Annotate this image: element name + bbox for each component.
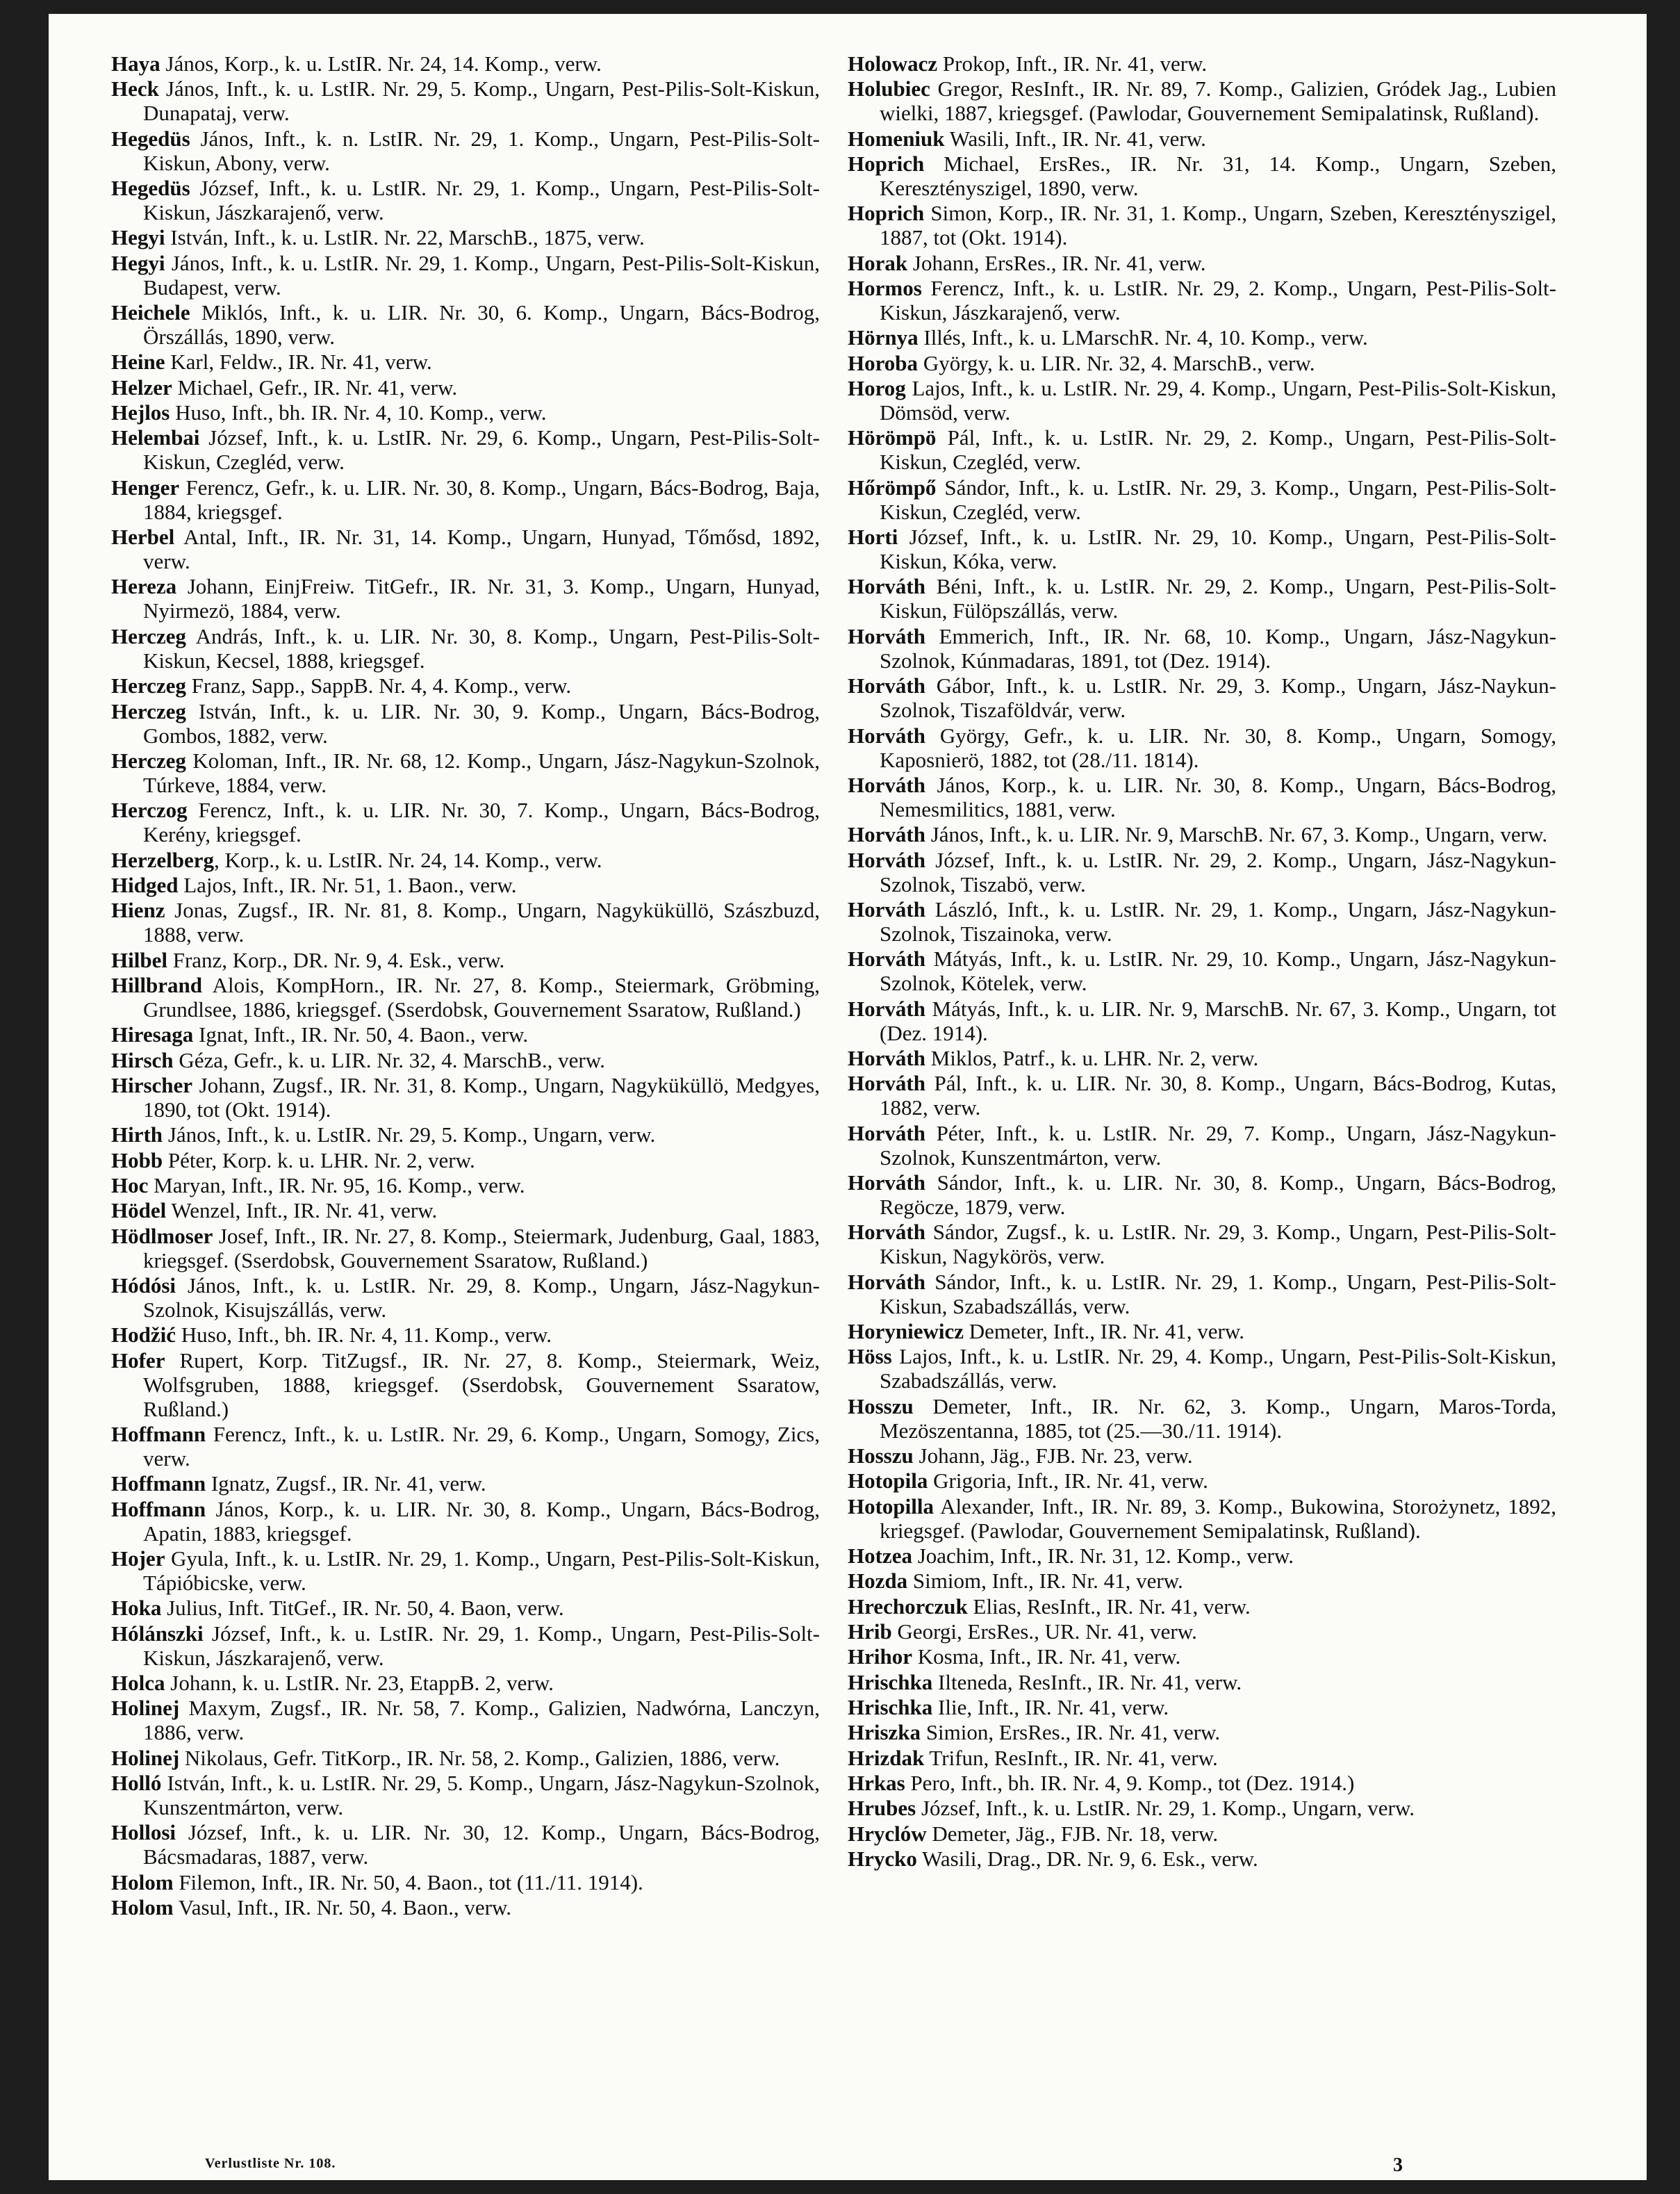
entry-surname: Hidged: [111, 872, 179, 897]
list-entry: [111, 475, 820, 524]
entry-surname: Horváth: [848, 897, 925, 922]
list-entry: [111, 1273, 820, 1322]
entry-details: Miklos, Patrf., k. u. LHR. Nr. 2, verw.: [925, 1045, 1259, 1070]
entry-details: Michael, ErsRes., IR. Nr. 31, 14. Komp., Ungarn, Szeben, Keresztényszigel, 1890, verw.: [880, 152, 1556, 201]
entry-surname: Horváth: [848, 847, 925, 872]
entry-details: György, k. u. LIR. Nr. 32, 4. MarschB., verw.: [918, 350, 1315, 375]
list-entry: [848, 848, 1556, 897]
list-entry: [848, 1544, 1556, 1568]
list-entry: [848, 1771, 1556, 1795]
list-entry: [111, 400, 820, 425]
entry-details: András, Inft., k. u. LIR. Nr. 30, 8. Komp., Ungarn, Pest-Pilis-Solt-Kiskun, Kecsel, 1888, kriegsgef.: [143, 623, 820, 673]
entry-surname: Holowacz: [848, 51, 938, 76]
entry-details: János, Inft., k. n. LstIR. Nr. 29, 1. Komp., Ungarn, Pest-Pilis-Solt-Kiskun, Abony, verw.: [143, 126, 820, 175]
list-entry: [848, 525, 1556, 573]
entry-details: Johann, ErsRes., IR. Nr. 41, verw.: [907, 250, 1206, 275]
list-entry: [111, 1895, 820, 1919]
list-entry: [848, 1220, 1556, 1268]
entry-surname: Horváth: [848, 723, 925, 748]
entry-details: Pero, Inft., bh. IR. Nr. 4, 9. Komp., tot (Dez. 1914.): [905, 1771, 1355, 1796]
list-entry: [111, 699, 820, 748]
entry-surname: Hrkas: [848, 1771, 905, 1796]
entry-details: Demeter, Inft., IR. Nr. 41, verw.: [964, 1318, 1244, 1343]
list-entry: [848, 1344, 1556, 1393]
list-entry: [848, 624, 1556, 673]
list-entry: [848, 1394, 1556, 1443]
entry-details: Ilie, Inft., IR. Nr. 41, verw.: [932, 1695, 1169, 1720]
entry-details: Trifun, ResInft., IR. Nr. 41, verw.: [924, 1745, 1218, 1770]
list-entry: [848, 574, 1556, 623]
entry-details: József, Inft., k. u. LstIR. Nr. 29, 10. Komp., Ungarn, Pest-Pilis-Solt-Kiskun, Kóka, verw.: [880, 525, 1556, 574]
entry-details: Maxym, Zugsf., IR. Nr. 58, 7. Komp., Galizien, Nadwórna, Lanczyn, 1886, verw.: [143, 1696, 820, 1745]
entry-surname: Horváth: [848, 1120, 925, 1145]
list-entry: [848, 1468, 1556, 1493]
entry-details: Ignatz, Zugsf., IR. Nr. 41, verw.: [206, 1471, 486, 1496]
list-entry: [111, 898, 820, 947]
entry-details: Demeter, Jäg., FJB. Nr. 18, verw.: [926, 1821, 1219, 1846]
list-entry: [111, 574, 820, 623]
list-entry: [111, 1173, 820, 1197]
list-entry: [848, 1796, 1556, 1820]
entry-surname: Hollosi: [111, 1820, 176, 1845]
entry-details: József, Inft., k. u. LstIR. Nr. 29, 2. Komp., Ungarn, Jász-Nagykun-Szolnok, Tiszabö, verw.: [880, 847, 1556, 897]
entry-details: Sándor, Inft., k. u. LstIR. Nr. 29, 3. Komp., Ungarn, Pest-Pilis-Solt-Kiskun, Czegléd, verw.: [880, 475, 1556, 524]
list-entry: [111, 1148, 820, 1172]
entry-surname: Horyniewicz: [848, 1318, 964, 1343]
entry-surname: Holom: [111, 1895, 174, 1920]
entry-details: Wasili, Inft., IR. Nr. 41, verw.: [944, 126, 1206, 151]
entry-surname: Horváth: [848, 574, 925, 599]
list-entry: [848, 1319, 1556, 1343]
entry-details: Filemon, Inft., IR. Nr. 50, 4. Baon., tot (11./11. 1914).: [173, 1869, 643, 1894]
list-entry: [111, 176, 820, 224]
entry-surname: Hryclów: [848, 1821, 927, 1846]
entry-details: Ferencz, Inft., k. u. LstIR. Nr. 29, 2. Komp., Ungarn, Pest-Pilis-Solt-Kiskun, Jászkarajenő, verw.: [880, 276, 1556, 325]
list-entry: [111, 350, 820, 374]
entry-surname: Hirth: [111, 1122, 163, 1147]
entry-surname: Horváth: [848, 996, 925, 1021]
entry-surname: Hofer: [111, 1348, 165, 1373]
entry-details: Ignat, Inft., IR. Nr. 50, 4. Baon., verw.: [193, 1022, 529, 1047]
entry-surname: Heichele: [111, 300, 190, 325]
entry-surname: Horak: [848, 250, 908, 275]
entry-surname: Hienz: [111, 898, 165, 923]
entry-surname: Hejlos: [111, 400, 170, 425]
list-entry: [848, 126, 1556, 151]
entry-details: , Korp., k. u. LstIR. Nr. 24, 14. Komp., verw.: [214, 847, 602, 872]
entry-details: Rupert, Korp. TitZugsf., IR. Nr. 27, 8. Komp., Steiermark, Weiz, Wolfsgruben, 1888, kriegsgef. (Sserdobsk, Gouvernement Ssaratow, Rußland.): [143, 1348, 820, 1421]
list-entry: [111, 1022, 820, 1047]
list-entry: [848, 76, 1556, 125]
entry-details: Koloman, Inft., IR. Nr. 68, 12. Komp., Ungarn, Jász-Nagykun-Szolnok, Túrkeve, 1884, verw.: [143, 748, 820, 797]
entry-surname: Hödlmoser: [111, 1223, 213, 1248]
entry-surname: Horoba: [848, 350, 919, 375]
entry-details: János, Inft., k. u. LstIR. Nr. 29, 5. Komp., Ungarn, Pest-Pilis-Solt-Kiskun, Dunapataj, verw.: [143, 76, 820, 126]
entry-surname: Hotopila: [848, 1468, 928, 1493]
list-entry: [111, 51, 820, 76]
entry-details: Antal, Inft., IR. Nr. 31, 14. Komp., Ungarn, Hunyad, Tőmősd, 1892, verw.: [143, 525, 820, 574]
entry-surname: Helembai: [111, 425, 200, 450]
list-entry: [848, 1746, 1556, 1770]
entry-details: Franz, Sapp., SappB. Nr. 4, 4. Komp., verw.: [186, 673, 572, 698]
list-entry: [848, 152, 1556, 200]
list-entry: [848, 276, 1556, 325]
entry-surname: Hödel: [111, 1198, 167, 1223]
entry-details: János, Korp., k. u. LstIR. Nr. 24, 14. Komp., verw.: [160, 51, 602, 76]
entry-surname: Hegedüs: [111, 176, 190, 201]
entry-details: Maryan, Inft., IR. Nr. 95, 16. Komp., verw.: [148, 1172, 525, 1197]
entry-details: Franz, Korp., DR. Nr. 9, 4. Esk., verw.: [167, 947, 505, 972]
entry-surname: Holubiec: [848, 76, 930, 101]
entry-details: Ferencz, Inft., k. u. LIR. Nr. 30, 7. Komp., Ungarn, Bács-Bodrog, Kerény, kriegsgef.: [143, 798, 820, 847]
list-entry: [111, 1696, 820, 1744]
list-entry: [111, 1348, 820, 1421]
entry-details: János, Inft., k. u. LstIR. Nr. 29, 1. Komp., Ungarn, Pest-Pilis-Solt-Kiskun, Budapest, verw.: [143, 250, 820, 300]
list-entry: [111, 1048, 820, 1072]
entry-surname: Horváth: [848, 1220, 925, 1245]
entry-surname: Horog: [848, 376, 906, 401]
list-label: Verlustliste Nr. 108.: [205, 2156, 336, 2171]
entry-details: Alois, KompHorn., IR. Nr. 27, 8. Komp., Steiermark, Gröbming, Grundlsee, 1886, kriegsgef. (Sserdobsk, Gouvernement Ssaratow, Rußland.): [143, 972, 820, 1022]
entry-details: Georgi, ErsRes., UR. Nr. 41, verw.: [891, 1619, 1197, 1644]
entry-surname: Herczeg: [111, 673, 186, 698]
entry-details: Johann, EinjFreiw. TitGefr., IR. Nr. 31, 3. Komp., Ungarn, Hunyad, Nyirmezö, 1884, verw.: [143, 574, 820, 623]
entry-details: Nikolaus, Gefr. TitKorp., IR. Nr. 58, 2. Komp., Galizien, 1886, verw.: [179, 1745, 780, 1770]
entry-surname: Holom: [111, 1869, 174, 1894]
entry-surname: Horváth: [848, 1170, 925, 1195]
entry-surname: Hosszu: [848, 1393, 914, 1418]
entry-details: Vasul, Inft., IR. Nr. 50, 4. Baon., verw.: [173, 1895, 512, 1920]
entry-surname: Hrechorczuk: [848, 1594, 968, 1619]
list-entry: [111, 1323, 820, 1347]
entry-details: János, Inft., k. u. LstIR. Nr. 29, 5. Komp., Ungarn, verw.: [163, 1122, 656, 1147]
entry-details: Péter, Inft., k. u. LstIR. Nr. 29, 7. Komp., Ungarn, Jász-Nagykun-Szolnok, Kunszentmárton, verw.: [880, 1120, 1556, 1170]
entry-details: Géza, Gefr., k. u. LIR. Nr. 32, 4. MarschB., verw.: [173, 1047, 605, 1072]
entry-details: Lajos, Inft., k. u. LstIR. Nr. 29, 4. Komp., Ungarn, Pest-Pilis-Solt-Kiskun, Szabadszállás, verw.: [880, 1344, 1556, 1393]
page-number: 3: [1393, 2154, 1403, 2176]
right-column: [848, 51, 1556, 1921]
entry-surname: Homeniuk: [848, 126, 945, 151]
entry-surname: Heine: [111, 350, 165, 375]
entry-surname: Hereza: [111, 574, 177, 599]
entry-surname: Horti: [848, 525, 898, 550]
entry-details: Ferencz, Inft., k. u. LstIR. Nr. 29, 6. Komp., Ungarn, Somogy, Zics, verw.: [143, 1422, 820, 1471]
entry-surname: Hormos: [848, 276, 922, 301]
entry-surname: Hoffmann: [111, 1496, 206, 1521]
entry-details: József, Inft., k. u. LstIR. Nr. 29, 1. Komp., Ungarn, verw.: [916, 1796, 1415, 1821]
entry-details: Gyula, Inft., k. u. LstIR. Nr. 29, 1. Komp., Ungarn, Pest-Pilis-Solt-Kiskun, Tápióbicske, verw.: [143, 1546, 820, 1596]
list-entry: [848, 1720, 1556, 1744]
entry-surname: Hrizdak: [848, 1745, 925, 1770]
entry-details: Josef, Inft., IR. Nr. 27, 8. Komp., Steiermark, Judenburg, Gaal, 1883, kriegsgef. (Sserdobsk, Gouvernement Ssaratow, Rußland.): [143, 1223, 820, 1272]
entry-surname: Hőrömpő: [848, 475, 937, 500]
list-entry: [848, 51, 1556, 76]
entry-surname: Hegedüs: [111, 126, 190, 151]
list-entry: [111, 251, 820, 300]
entry-surname: Hirsch: [111, 1047, 174, 1072]
entry-details: Prokop, Inft., IR. Nr. 41, verw.: [937, 51, 1208, 76]
list-entry: [848, 997, 1556, 1045]
list-entry: [848, 475, 1556, 524]
entry-surname: Hörömpö: [848, 425, 937, 450]
entry-details: Mátyás, Inft., k. u. LIR. Nr. 9, MarschB. Nr. 67, 3. Komp., Ungarn, tot (Dez. 1914).: [880, 996, 1556, 1045]
entry-surname: Hoffmann: [111, 1422, 206, 1447]
entry-surname: Heck: [111, 76, 159, 101]
list-entry: [111, 525, 820, 573]
list-entry: [848, 351, 1556, 375]
entry-surname: Holca: [111, 1671, 165, 1696]
entry-details: Gregor, ResInft., IR. Nr. 89, 7. Komp., Galizien, Gródek Jag., Lubien wielki, 1887, kriegsgef. (Pawlodar, Gouvernement Semipalatinsk, Rußland).: [880, 76, 1556, 126]
list-entry: [848, 1270, 1556, 1318]
list-entry: [111, 1122, 820, 1147]
entry-details: István, Inft., k. u. LstIR. Nr. 22, MarschB., 1875, verw.: [165, 225, 645, 250]
entry-details: Johann, Zugsf., IR. Nr. 31, 8. Komp., Ungarn, Nagyküküllö, Medgyes, 1890, tot (Okt. 1914).: [143, 1072, 820, 1122]
entry-surname: Horváth: [848, 822, 925, 847]
entry-details: Wasili, Drag., DR. Nr. 9, 6. Esk., verw.: [916, 1847, 1258, 1872]
entry-surname: Henger: [111, 475, 180, 500]
list-entry: [111, 973, 820, 1022]
list-entry: [848, 325, 1556, 350]
entry-surname: Hosszu: [848, 1443, 914, 1468]
entry-surname: Horváth: [848, 1045, 925, 1070]
entry-surname: Holló: [111, 1771, 162, 1796]
entry-details: János, Korp., k. u. LIR. Nr. 30, 8. Komp., Ungarn, Bács-Bodrog, Apatin, 1883, kriegsgef.: [143, 1496, 820, 1546]
columns: [111, 51, 1605, 1921]
list-entry: [111, 1771, 820, 1819]
entry-surname: Hilbel: [111, 947, 167, 972]
entry-surname: Hoprich: [848, 201, 925, 226]
entry-details: Jonas, Zugsf., IR. Nr. 81, 8. Komp., Ungarn, Nagyküküllö, Szászbuzd, 1888, verw.: [143, 898, 820, 947]
entry-details: Karl, Feldw., IR. Nr. 41, verw.: [165, 350, 432, 375]
entry-details: Simon, Korp., IR. Nr. 31, 1. Komp., Ungarn, Szeben, Keresztényszigel, 1887, tot (Okt. 1914).: [880, 201, 1556, 250]
entry-surname: Horváth: [848, 772, 925, 797]
entry-surname: Höss: [848, 1344, 892, 1369]
list-entry: [848, 897, 1556, 946]
entry-details: Alexander, Inft., IR. Nr. 89, 3. Komp., Bukowina, Storożynetz, 1892, kriegsgef. (Pawlodar, Gouvernement Semipalatinsk, Rußland).: [880, 1493, 1556, 1543]
entry-surname: Hiresaga: [111, 1022, 194, 1047]
list-entry: [111, 425, 820, 474]
entry-details: Julius, Inft. TitGef., IR. Nr. 50, 4. Baon, verw.: [161, 1596, 564, 1621]
list-entry: [848, 1821, 1556, 1846]
list-entry: [111, 1596, 820, 1620]
list-entry: [848, 1170, 1556, 1219]
entry-details: Joachim, Inft., IR. Nr. 31, 12. Komp., verw.: [912, 1544, 1294, 1569]
list-entry: [111, 375, 820, 400]
entry-details: Mátyás, Inft., k. u. LstIR. Nr. 29, 10. Komp., Ungarn, Jász-Nagykun-Szolnok, Kötelek, verw.: [880, 947, 1556, 996]
list-entry: [848, 425, 1556, 474]
list-entry: [111, 126, 820, 175]
entry-details: János, Korp., k. u. LIR. Nr. 30, 8. Komp., Ungarn, Bács-Bodrog, Nemesmilitics, 1881, verw.: [880, 772, 1556, 821]
entry-surname: Hoka: [111, 1596, 162, 1621]
entry-surname: Hoffmann: [111, 1471, 206, 1496]
entry-surname: Hobb: [111, 1147, 163, 1172]
list-entry: [111, 1198, 820, 1222]
list-entry: [111, 1073, 820, 1122]
list-entry: [111, 1471, 820, 1496]
entry-surname: Hódósi: [111, 1273, 176, 1297]
entry-details: Wenzel, Inft., IR. Nr. 41, verw.: [166, 1198, 438, 1223]
list-entry: [848, 1443, 1556, 1468]
list-entry: [111, 798, 820, 846]
entry-details: Sándor, Inft., k. u. LIR. Nr. 30, 8. Komp., Ungarn, Bács-Bodrog, Regöcze, 1879, verw.: [880, 1170, 1556, 1219]
entry-details: Johann, Jäg., FJB. Nr. 23, verw.: [913, 1443, 1193, 1468]
list-entry: [111, 1546, 820, 1595]
list-entry: [848, 201, 1556, 249]
list-entry: [111, 1497, 820, 1546]
list-entry: [848, 1594, 1556, 1619]
list-entry: [848, 1670, 1556, 1694]
list-entry: [111, 1746, 820, 1770]
list-entry: [111, 300, 820, 349]
entry-surname: Herczog: [111, 798, 188, 823]
list-entry: [111, 1621, 820, 1670]
entry-surname: Herczeg: [111, 623, 186, 648]
list-entry: [111, 1224, 820, 1272]
entry-details: Pál, Inft., k. u. LstIR. Nr. 29, 2. Komp., Ungarn, Pest-Pilis-Solt-Kiskun, Czegléd, verw.: [880, 425, 1556, 475]
entry-surname: Hoc: [111, 1172, 149, 1197]
entry-surname: Herczeg: [111, 748, 186, 773]
entry-details: József, Inft., k. u. LstIR. Nr. 29, 1. Komp., Ungarn, Pest-Pilis-Solt-Kiskun, Jászkarajenő, verw.: [143, 1621, 820, 1670]
entry-surname: Hodžić: [111, 1323, 176, 1348]
entry-surname: Horváth: [848, 1071, 925, 1096]
list-entry: [111, 673, 820, 698]
entry-surname: Hozda: [848, 1569, 908, 1594]
entry-surname: Herczeg: [111, 698, 186, 723]
entry-details: Simiom, Inft., IR. Nr. 41, verw.: [907, 1569, 1183, 1594]
entry-details: Illés, Inft., k. u. LMarschR. Nr. 4, 10. Komp., verw.: [918, 325, 1368, 350]
entry-surname: Hrycko: [848, 1847, 917, 1872]
list-entry: [848, 673, 1556, 722]
entry-surname: Hriszka: [848, 1720, 921, 1745]
list-entry: [848, 1644, 1556, 1669]
document-page: [49, 14, 1647, 2180]
entry-surname: Hegyi: [111, 250, 165, 275]
entry-details: Huso, Inft., bh. IR. Nr. 4, 10. Komp., verw.: [170, 400, 547, 425]
entry-surname: Hrischka: [848, 1695, 933, 1720]
entry-surname: Haya: [111, 51, 160, 76]
entry-details: Ferencz, Gefr., k. u. LIR. Nr. 30, 8. Komp., Ungarn, Bács-Bodrog, Baja, 1884, kriegsgef.: [143, 475, 820, 524]
list-entry: [111, 1870, 820, 1894]
entry-details: Johann, k. u. LstIR. Nr. 23, EtappB. 2, verw.: [165, 1671, 554, 1696]
list-entry: [111, 848, 820, 872]
entry-details: János, Inft., k. u. LIR. Nr. 9, MarschB. Nr. 67, 3. Komp., Ungarn, verw.: [925, 822, 1548, 847]
list-entry: [111, 76, 820, 125]
entry-details: István, Inft., k. u. LstIR. Nr. 29, 5. Komp., Ungarn, Jász-Nagykun-Szolnok, Kunszentmárton, verw.: [143, 1771, 820, 1820]
entry-details: Péter, Korp. k. u. LHR. Nr. 2, verw.: [163, 1147, 475, 1172]
list-entry: [848, 1071, 1556, 1120]
list-entry: [848, 251, 1556, 275]
list-entry: [111, 624, 820, 673]
list-entry: [111, 1820, 820, 1869]
entry-surname: Hoprich: [848, 152, 925, 177]
entry-details: Lajos, Inft., k. u. LstIR. Nr. 29, 4. Komp., Ungarn, Pest-Pilis-Solt-Kiskun, Dömsöd, verw.: [880, 376, 1556, 425]
entry-surname: Horváth: [848, 947, 925, 972]
entry-details: Elias, ResInft., IR. Nr. 41, verw.: [967, 1594, 1251, 1619]
entry-details: Sándor, Inft., k. u. LstIR. Nr. 29, 1. Komp., Ungarn, Pest-Pilis-Solt-Kiskun, Szabadszállás, verw.: [880, 1269, 1556, 1318]
list-entry: [848, 1619, 1556, 1644]
entry-surname: Herbel: [111, 525, 175, 550]
list-entry: [848, 376, 1556, 425]
list-entry: [848, 947, 1556, 995]
entry-details: Kosma, Inft., IR. Nr. 41, verw.: [912, 1644, 1181, 1669]
entry-surname: Helzer: [111, 375, 172, 400]
entry-details: Lajos, Inft., IR. Nr. 51, 1. Baon., verw.: [178, 872, 517, 897]
list-entry: [848, 1121, 1556, 1170]
entry-surname: Horváth: [848, 673, 925, 698]
entry-details: József, Inft., k. u. LstIR. Nr. 29, 1. Komp., Ungarn, Pest-Pilis-Solt-Kiskun, Jászkarajenő, verw.: [143, 176, 820, 225]
entry-surname: Horváth: [848, 623, 925, 648]
entry-details: János, Inft., k. u. LstIR. Nr. 29, 8. Komp., Ungarn, Jász-Nagykun-Szolnok, Kisujszállás, verw.: [143, 1273, 820, 1322]
list-entry: [111, 748, 820, 797]
list-entry: [848, 1847, 1556, 1871]
list-entry: [848, 1695, 1556, 1719]
entry-surname: Hrischka: [848, 1669, 933, 1694]
entry-surname: Hojer: [111, 1546, 165, 1571]
left-column: [111, 51, 820, 1921]
entry-details: Ilteneda, ResInft., IR. Nr. 41, verw.: [932, 1669, 1242, 1694]
entry-details: Sándor, Zugsf., k. u. LstIR. Nr. 29, 3. Komp., Ungarn, Pest-Pilis-Solt-Kiskun, Nagykörös, verw.: [880, 1220, 1556, 1269]
entry-details: László, Inft., k. u. LstIR. Nr. 29, 1. Komp., Ungarn, Jász-Nagykun-Szolnok, Tiszainoka, verw.: [880, 897, 1556, 946]
entry-surname: Hrib: [848, 1619, 892, 1644]
list-entry: [848, 1046, 1556, 1070]
list-entry: [848, 1569, 1556, 1593]
entry-details: Michael, Gefr., IR. Nr. 41, verw.: [172, 375, 458, 400]
entry-details: Béni, Inft., k. u. LstIR. Nr. 29, 2. Komp., Ungarn, Pest-Pilis-Solt-Kiskun, Fülöpszállás, verw.: [880, 574, 1556, 623]
entry-details: Emmerich, Inft., IR. Nr. 68, 10. Komp., Ungarn, Jász-Nagykun-Szolnok, Kúnmadaras, 1891, tot (Dez. 1914).: [880, 623, 1556, 673]
entry-surname: Hirscher: [111, 1072, 193, 1097]
entry-surname: Hrubes: [848, 1796, 916, 1821]
entry-details: Huso, Inft., bh. IR. Nr. 4, 11. Komp., verw.: [176, 1323, 552, 1348]
list-entry: [111, 1671, 820, 1695]
entry-surname: Hotopilla: [848, 1493, 934, 1518]
list-entry: [848, 1494, 1556, 1543]
entry-details: István, Inft., k. u. LIR. Nr. 30, 9. Komp., Ungarn, Bács-Bodrog, Gombos, 1882, verw.: [143, 698, 820, 748]
entry-surname: Hólánszki: [111, 1621, 204, 1646]
entry-surname: Holinej: [111, 1745, 180, 1770]
list-entry: [111, 225, 820, 249]
entry-details: József, Inft., k. u. LIR. Nr. 30, 12. Komp., Ungarn, Bács-Bodrog, Bácsmadaras, 1887, verw.: [143, 1820, 820, 1869]
entry-details: Miklós, Inft., k. u. LIR. Nr. 30, 6. Komp., Ungarn, Bács-Bodrog, Örszállás, 1890, verw.: [143, 300, 820, 350]
entry-surname: Herzelberg: [111, 847, 215, 872]
list-entry: [848, 773, 1556, 821]
list-entry: [848, 822, 1556, 846]
entry-surname: Hotzea: [848, 1544, 912, 1569]
entry-surname: Hegyi: [111, 225, 165, 250]
entry-details: Pál, Inft., k. u. LIR. Nr. 30, 8. Komp., Ungarn, Bács-Bodrog, Kutas, 1882, verw.: [880, 1071, 1556, 1120]
entry-surname: Hrihor: [848, 1644, 912, 1669]
entry-details: Simion, ErsRes., IR. Nr. 41, verw.: [921, 1720, 1221, 1745]
entry-details: Grigoria, Inft., IR. Nr. 41, verw.: [928, 1468, 1208, 1493]
entry-details: Demeter, Inft., IR. Nr. 62, 3. Komp., Ungarn, Maros-Torda, Mezöszentanna, 1885, tot (25.—30./11. 1914).: [880, 1393, 1556, 1443]
entry-details: Gábor, Inft., k. u. LstIR. Nr. 29, 3. Komp., Ungarn, Jász-Naykun-Szolnok, Tiszaföldvár, verw.: [880, 673, 1556, 723]
entry-details: György, Gefr., k. u. LIR. Nr. 30, 8. Komp., Ungarn, Somogy, Kaposnierö, 1882, tot (28./11. 1814).: [880, 723, 1556, 772]
list-entry: [111, 873, 820, 897]
list-entry: [111, 1422, 820, 1471]
entry-surname: Hillbrand: [111, 972, 202, 997]
entry-surname: Holinej: [111, 1696, 180, 1721]
entry-surname: Hörnya: [848, 325, 919, 350]
list-entry: [111, 948, 820, 972]
entry-surname: Horváth: [848, 1269, 925, 1294]
list-entry: [848, 723, 1556, 772]
entry-details: József, Inft., k. u. LstIR. Nr. 29, 6. Komp., Ungarn, Pest-Pilis-Solt-Kiskun, Czegléd, verw.: [143, 425, 820, 475]
